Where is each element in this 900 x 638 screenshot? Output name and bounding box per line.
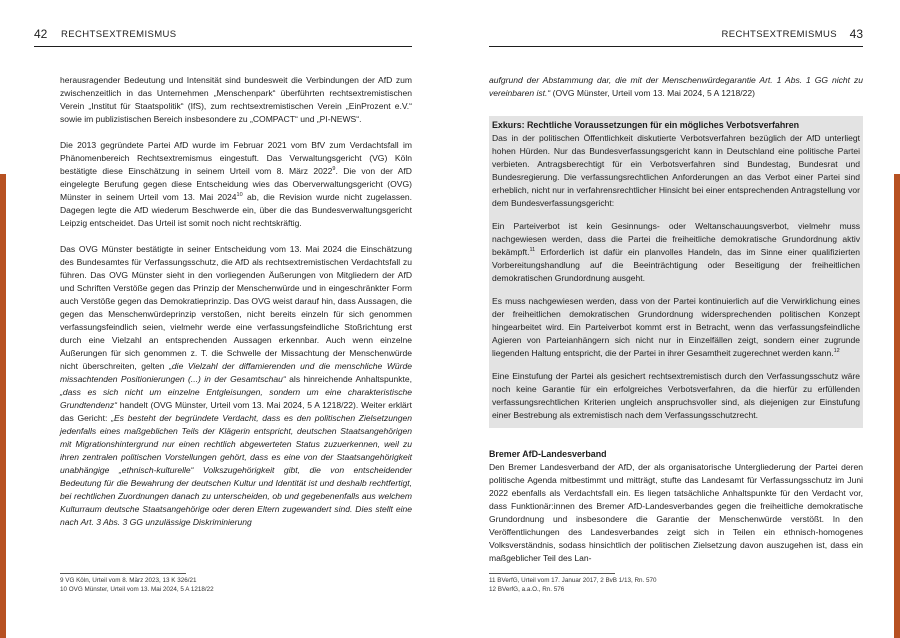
right-cont-citation: (OVG Münster, Urteil vom 13. Mai 2024, 5 A 1218/22) [550,88,756,98]
right-continuation [489,74,863,100]
left-p3-quote-2: „dass es sich nicht um einzelne Entgleisungen, sondern um eine charakteristische Grundtendenz“ [60,387,412,410]
left-p3-quote-3: „Es besteht der begründete Verdacht, dass es den politischen Zielsetzungen jedenfalls eines maßgeblichen Teils der Klägerin entspricht, deutschen Staatsangehörigen mit Migrationshintergrund nur einen rechtlich abgewerteten Status zuzuerkennen, weil zu ihren zentralen politischen Vorstellungen gehört, dass es eine von der Staatsangehörigkeit unabhängige „ethnisch-kulturelle“ Volkszugehörigkeit gibt, die von entscheidender Bedeutung für die Bewahrung der deutschen Kultur und Identität ist und deshalb rechtfertigt, bei rechtlichen Zuordnungen danach zu unterscheiden, ob und gegebenenfalls aus welchem Kulturraum deutsche Staatsangehörige oder deren Eltern zugewandert sind. Dies stellt eine nach Art. 3 Abs. 3 GG unzulässige Diskriminierung [60,413,412,527]
left-page-body [60,74,412,529]
left-footnote-rule [60,573,186,574]
right-page [489,0,863,638]
left-paragraph-1: herausragender Bedeutung und Intensität sind bundesweit die Verbindungen der AfD zum zwischenzeitlich in das Unternehmen „Menschenpark“ überführten rechtsextremistischen Verein „Institut für Staatspolitik“ (IfS), zum rechtsextremistischen Verein „EinProzent e.V.“ sowie im publizistischen Bereich insbesondere zu „COMPACT“ und „PI-NEWS“. [60,75,412,124]
exkurs-p2-text-a: Ein Parteiverbot ist kein Gesinnungs- oder Weltanschauungsverbot, vielmehr muss nachgewiesen werden, dass die Partei die freiheitliche demokratische Grundordnung aktiv bekämpft. [492,221,860,257]
footnote-number: 11 [489,577,496,584]
right-running-head: RECHTSEXTREMISMUS [721,29,837,40]
footnote-ref-12: 12 [833,348,840,355]
exkurs-paragraph-2 [489,220,863,285]
exkurs-paragraph-1: Das in der politischen Öffentlichkeit diskutierte Verbotsverfahren bezüglich der AfD unterliegt hohen Hürden. Nur das Bundesverfassungsgericht kann in Deutschland eine politische Partei verbieten. Antragsberechtigt für ein Verbotsverfahren sind Bundestag, Bundesrat und Bundesregierung. Die verfassungsrechtlichen Anforderungen an das Verbot einer Partei sind erheblich, nicht nur in verfahrensrechtlicher Hinsicht bei einer entsprechenden Antragstellung vor dem Bundesverfassungsgericht: [492,133,860,208]
right-header-rule [489,46,863,47]
left-footnotes [60,573,412,594]
right-edge-marker [894,174,900,638]
left-header-rule [34,46,412,47]
left-edge-marker [0,174,6,638]
footnote-number: 9 [60,577,64,584]
left-paragraph-2 [60,139,412,230]
left-running-head: RECHTSEXTREMISMUS [61,29,177,40]
footnote-number: 10 [60,585,68,593]
footnote-10 [60,586,412,595]
footnote-text: OVG Münster, Urteil vom 13. Mai 2024, 5 A 1218/22 [67,585,214,593]
footnote-ref-10: 10 [236,192,243,199]
footnote-11 [489,577,863,586]
footnote-text: VG Köln, Urteil vom 8. März 2023, 13 K 326/21 [63,577,197,584]
left-paragraph-3 [60,243,412,529]
right-page-number: 43 [849,27,863,41]
exkurs-paragraph-3 [489,295,863,360]
left-p2-text-c: ab, die Revision wurde nicht zugelassen. Dagegen legte die AfD wiederum Beschwerde ein, über die das Bundesverwaltungsgericht Leipzig entscheidet. Das Urteil ist somit noch nicht rechtskräftig. [60,192,412,228]
footnote-ref-9: 9 [332,166,336,173]
exkurs-box [489,116,863,428]
left-p3-text-a: Das OVG Münster bestätigte in seiner Entscheidung vom 13. Mai 2024 die Einschätzung des Bundesamtes für Verfassungsschutz, die AfD als rechtsextremistischen Verdachtsfall zu führen. Das OVG Münster sieht in den vorliegenden Äußerungen von Mitgliedern der AfD und Schriften Verstöße gegen das Prinzip der Menschenwürde und in eingeschränkter Form auch Verstöße gegen das Demokratieprinzip. Das OVG weist darauf hin, dass Aussagen, die gegen das Menschenwürdeprinzip verstoßen, nicht bereits einzeln für sich genommen verfassungsfeindlich seien, vielmehr werde eine verfassungsfeindliche Stoßrichtung erst durch eine Vielzahl an entsprechenden Aussagen erkennbar. Auch wenn einzelne Äußerungen für sich genommen z. T. die Schwelle der Missachtung der Menschenwürde nicht überschreiten, gelten [60,244,412,371]
exkurs-paragraph-4: Eine Einstufung der Partei als gesichert rechtsextremistisch durch den Verfassungsschutz wäre noch keine Garantie für ein erfolgreiches Verbotsverfahren, da die hierfür zu erfüllenden verfassungsrechtlichen Kriterien ungleich anspruchsvoller sind, als diejenigen zur Einstufung einer Bestrebung als extremistisch nach dem Verfassungsschutzrecht. [492,371,860,420]
footnote-text: BVerfG, a.a.O., Rn. 576 [496,585,565,593]
footnote-ref-11: 11 [529,247,536,254]
exkurs-title: Exkurs: Rechtliche Voraussetzungen für ein mögliches Verbotsverfahren [492,120,800,130]
right-cont-quote: aufgrund der Abstammung dar, die mit der Menschenwürdegarantie Art. 1 Abs. 1 GG nicht zu vereinbaren ist.“ [489,75,863,98]
right-page-body [489,74,863,565]
footnote-9 [60,577,412,586]
footnote-12 [489,586,863,595]
right-footnote-rule [489,573,615,574]
left-p3-quote-1: „die Vielzahl der diffamierenden und die menschliche Würde missachtenden Positionierungen (...) in der Gesamtschau“ [60,361,412,384]
section-paragraph: Den Bremer Landesverband der AfD, der als organisatorische Untergliederung der Partei deren politische Agenda mitbestimmt und mitträgt, stufte das Landesamt für Verfassungsschutz im Juni 2022 ebenfalls als Verdachtsfall ein. Es liegen tatsächliche Anhaltspunkte für den Verdacht vor, dass Funktionär:innen des Bremer AfD-Landesverbandes gegen die freiheitliche demokratische Grundordnung und insbesondere die Garantie der Menschenwürde verstößt. In den Veröffentlichungen des Landesverbandes zeigt sich in Teilen ein ethnisch-homogenes Volksverständnis, sodass hinsichtlich der politischen Zielsetzung davon auszugehen ist, dass ein maßgeblicher Teil des Lan- [489,462,863,563]
left-page [34,0,412,638]
exkurs-p3-text: Es muss nachgewiesen werden, dass von der Partei kontinuierlich auf die Verwirklichung eines der freiheitlichen demokratischen Grundordnung widersprechenden politischen Konzept hingearbeitet wird. Ein Parteiverbot kommt erst in Betracht, wenn das verfassungsfeindliche Agieren von Parteianhängern sich nicht nur in Einzelfällen zeigt, sondern einer zugrunde liegenden Haltung entspricht, die der Partei in ihrer Gesamtheit zugerechnet werden kann. [492,296,860,358]
footnote-number: 12 [489,585,497,593]
left-p2-text-b: . Die von der AfD eingelegte Berufung gegen diese Entscheidung wies das Oberverwaltungsgericht (OVG) Münster in seinem Urteil vom 13. Mai 2024 [60,166,412,202]
left-page-header [34,29,412,45]
section-heading: Bremer AfD-Landesverband [489,449,607,459]
right-footnotes [489,573,863,594]
right-page-header [489,29,863,45]
left-p2-text-a: Die 2013 gegründete Partei AfD wurde im Februar 2021 vom BfV zum Verdachtsfall im Phänomenbereich Rechtsextremismus eingestuft. Das Verwaltungsgericht (VG) Köln bestätigte diese Einschätzung in seinem Urteil vom 8. März 2022 [60,140,412,176]
left-p3-text-c: als hinreichende Anhaltspunkte, [285,374,412,384]
exkurs-p2-text-b: Erforderlich ist dafür ein planvolles Handeln, das im Sinne einer qualifizierten Vorbereitungshandlung auf die Beeinträchtigung oder Beseitigung der freiheitlichen demokratischen Grundordnung ausgeht. [492,247,860,283]
left-p3-text-e: handelt (OVG Münster, Urteil vom 13. Mai 2024, 5 A 1218/22). Weiter erklärt das Gericht: [60,400,412,423]
footnote-text: BVerfG, Urteil vom 17. Januar 2017, 2 BvB 1/13, Rn. 570 [495,577,657,584]
left-page-number: 42 [34,27,48,41]
